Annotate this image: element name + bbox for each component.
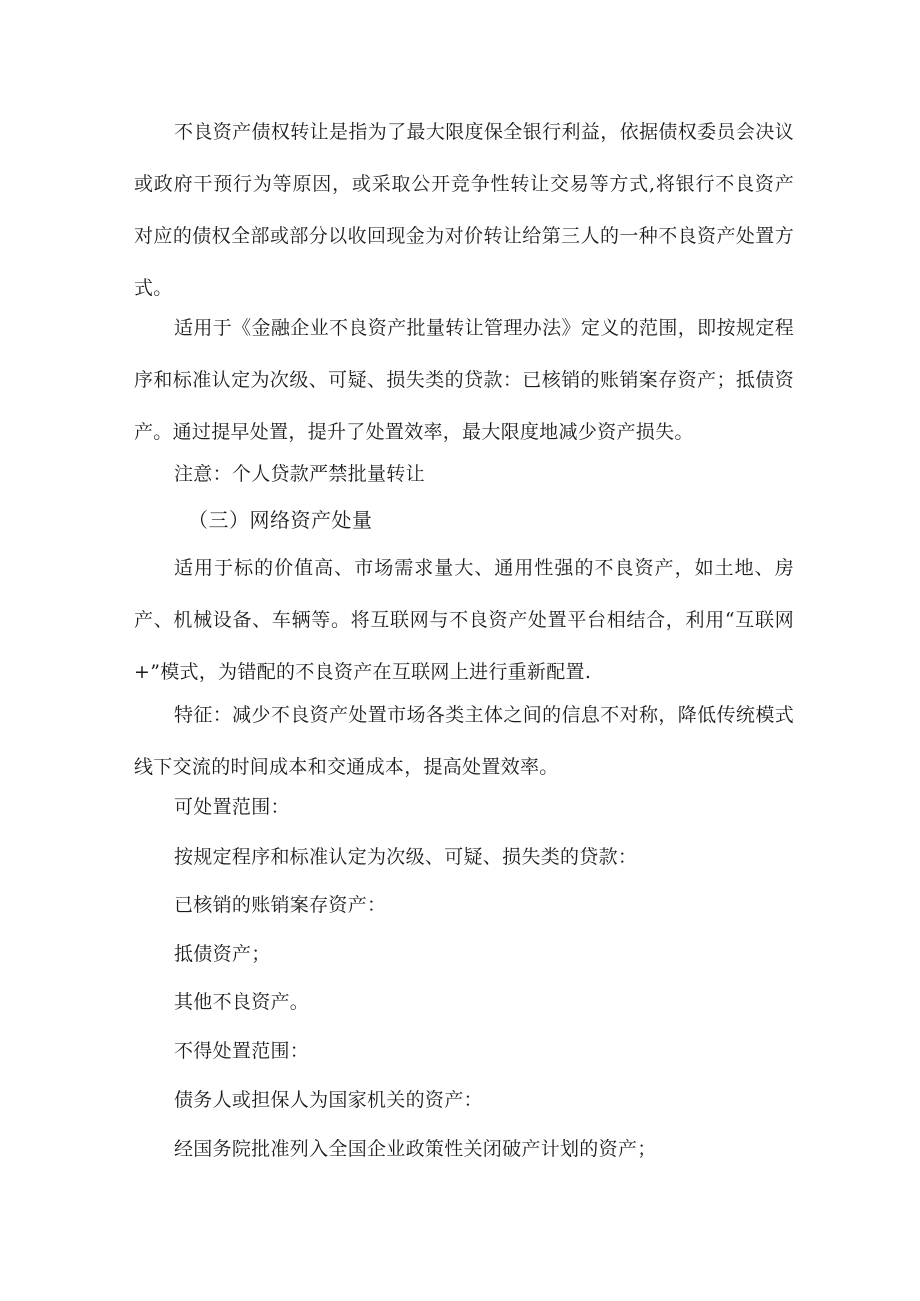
list-item: 可处置范围： (174, 796, 290, 818)
list-item: 其他不良资产。 (174, 991, 310, 1013)
list-item: 经国务院批准列入全国企业政策性关闭破产计划的资产； (174, 1138, 657, 1160)
section-heading: （三）网络资产处量 (188, 508, 373, 532)
paragraph-batch-transfer-scope: 适用于《金融企业不良资产批量转让管理办法》定义的范围，即按规定程序和标准认定为次级、可疑、损失类的贷款：已核销的账销案存资产；抵债资产。通过提早处置，提升了处置效率，最大限度地减少资产损失。 (134, 317, 794, 443)
list-item: 不得处置范围： (174, 1040, 310, 1062)
list-item: 抵债资产； (174, 943, 271, 965)
list-item: 已核销的账销案存资产： (174, 894, 387, 916)
list-item: 债务人或担保人为国家机关的资产： (174, 1089, 483, 1111)
list-item: 按规定程序和标准认定为次级、可疑、损失类的贷款： (174, 846, 638, 868)
paragraph-debt-transfer-definition: 不良资产债权转让是指为了最大限度保全银行利益，依据债权委员会决议或政府干预行为等原因，或采取公开竞争性转让交易等方式,将银行不良资产对应的债权全部或部分以收回现金为对价转让给第三人的一种不良资产处置方式。 (134, 121, 794, 299)
paragraph-note: 注意：个人贷款严禁批量转让 (174, 463, 425, 485)
paragraph-network-disposal-scope: 适用于标的价值高、市场需求量大、通用性强的不良资产，如土地、房产、机械设备、车辆等。将互联网与不良资产处置平台相结合，利用“互联网+”模式，为错配的不良资产在互联网上进行重新配置. (134, 557, 794, 683)
paragraph-features: 特征：减少不良资产处置市场各类主体之间的信息不对称，降低传统模式线下交流的时间成本和交通成本，提高处置效率。 (134, 704, 794, 778)
